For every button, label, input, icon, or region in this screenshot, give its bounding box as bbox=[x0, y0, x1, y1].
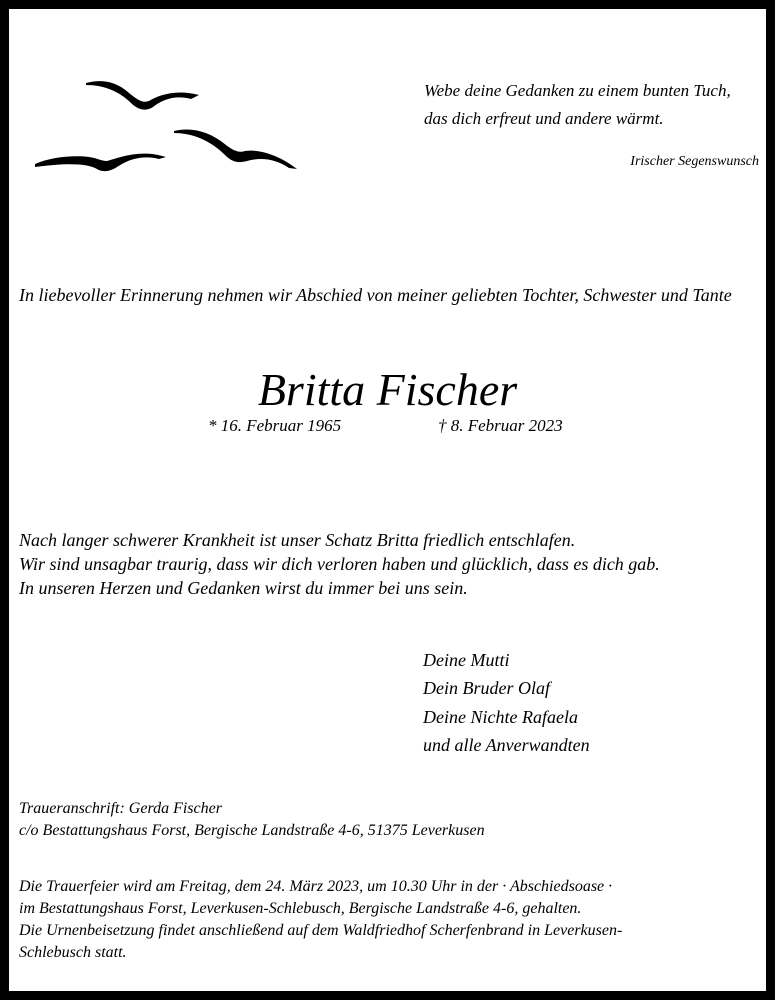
ceremony-line-4: Schlebusch statt. bbox=[19, 944, 127, 961]
signature-mother: Deine Mutti bbox=[423, 650, 510, 670]
deceased-name: Britta Fischer bbox=[257, 364, 518, 415]
address-line-2: c/o Bestattungshaus Forst, Bergische Landstraße 4-6, 51375 Leverkusen bbox=[19, 822, 485, 839]
signature-niece: Deine Nichte Rafaela bbox=[423, 707, 578, 727]
birds-icon bbox=[31, 71, 306, 181]
message-line-3: In unseren Herzen und Gedanken wirst du immer bei uns sein. bbox=[19, 578, 468, 598]
bird-shape bbox=[35, 154, 166, 172]
bird-shape bbox=[174, 130, 297, 169]
intro-text: In liebevoller Erinnerung nehmen wir Abschied von meiner geliebten Tochter, Schwester und Tante bbox=[19, 285, 732, 305]
message-line-1: Nach langer schwerer Krankheit ist unser Schatz Britta friedlich entschlafen. bbox=[19, 530, 576, 550]
address-line-1: Traueranschrift: Gerda Fischer bbox=[19, 800, 222, 817]
message-line-2: Wir sind unsagbar traurig, dass wir dich verloren haben und glücklich, dass es dich gab. bbox=[19, 554, 660, 574]
birth-date: * 16. Februar 1965 bbox=[208, 416, 342, 435]
quote-source: Irischer Segenswunsch bbox=[630, 154, 759, 169]
ceremony-line-3: Die Urnenbeisetzung findet anschließend auf dem Waldfriedhof Scherfenbrand in Leverkusen- bbox=[19, 922, 623, 939]
death-date: † 8. Februar 2023 bbox=[438, 416, 563, 435]
quote-line-1: Webe deine Gedanken zu einem bunten Tuch, bbox=[424, 81, 731, 100]
ceremony-line-1: Die Trauerfeier wird am Freitag, dem 24. März 2023, um 10.30 Uhr in der · Abschiedsoase · bbox=[19, 878, 613, 895]
signature-brother: Dein Bruder Olaf bbox=[423, 678, 550, 698]
bird-shape bbox=[86, 81, 199, 109]
signature-relatives: und alle Anverwandten bbox=[423, 735, 590, 755]
ceremony-line-2: im Bestattungshaus Forst, Leverkusen-Schlebusch, Bergische Landstraße 4-6, gehalten. bbox=[19, 900, 582, 917]
quote-line-2: das dich erfreut und andere wärmt. bbox=[424, 109, 664, 128]
